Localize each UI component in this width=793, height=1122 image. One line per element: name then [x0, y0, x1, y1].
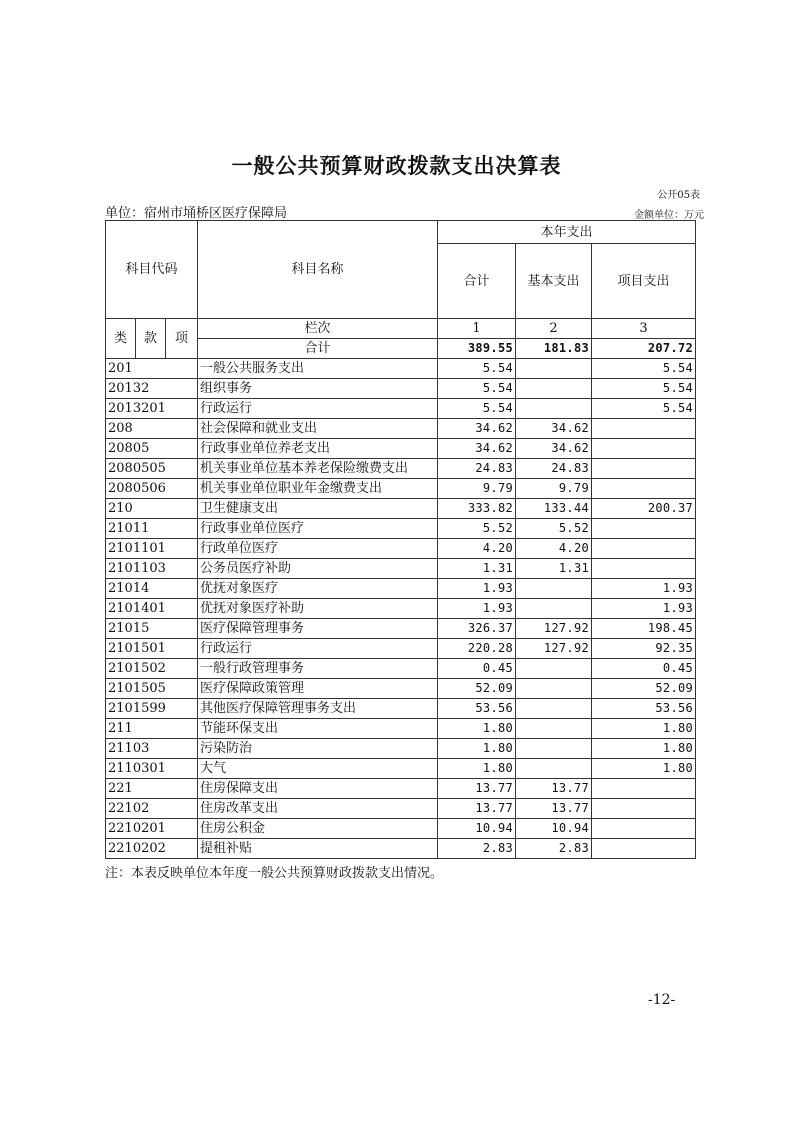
row-name: 优抚对象医疗补助	[198, 599, 438, 619]
row-code: 2101502	[106, 659, 198, 679]
row-basic: 1.31	[516, 559, 592, 579]
row-basic: 133.44	[516, 499, 592, 519]
header-row-1	[106, 221, 696, 244]
row-project: 5.54	[592, 379, 696, 399]
column-index-2: 2	[516, 319, 592, 339]
header-xiang: 项	[166, 319, 198, 359]
row-basic	[516, 759, 592, 779]
row-project: 198.45	[592, 619, 696, 639]
row-name: 提租补贴	[198, 839, 438, 859]
table-row	[106, 459, 696, 479]
row-project: 1.80	[592, 759, 696, 779]
table-row	[106, 679, 696, 699]
row-name: 医疗保障管理事务	[198, 619, 438, 639]
table-row	[106, 699, 696, 719]
unit-label: 单位：宿州市埇桥区医疗保障局	[105, 206, 288, 221]
row-total: 220.28	[438, 639, 516, 659]
money-unit-label: 金额单位：万元	[634, 210, 704, 221]
row-total: 24.83	[438, 459, 516, 479]
row-basic	[516, 599, 592, 619]
row-basic	[516, 579, 592, 599]
row-basic: 13.77	[516, 799, 592, 819]
row-total: 1.93	[438, 599, 516, 619]
table-row	[106, 399, 696, 419]
row-code: 210	[106, 499, 198, 519]
table-row	[106, 639, 696, 659]
row-basic: 24.83	[516, 459, 592, 479]
row-code: 2101505	[106, 679, 198, 699]
row-project	[592, 559, 696, 579]
sum-project: 207.72	[592, 339, 696, 359]
row-total: 5.52	[438, 519, 516, 539]
table-row	[106, 479, 696, 499]
row-total: 52.09	[438, 679, 516, 699]
row-total: 13.77	[438, 799, 516, 819]
row-total: 53.56	[438, 699, 516, 719]
row-name: 一般行政管理事务	[198, 659, 438, 679]
form-number: 公开05表	[657, 190, 700, 201]
row-project: 5.54	[592, 359, 696, 379]
row-name: 行政事业单位养老支出	[198, 439, 438, 459]
table-row	[106, 379, 696, 399]
row-code: 2101101	[106, 539, 198, 559]
row-basic: 10.94	[516, 819, 592, 839]
row-total: 1.93	[438, 579, 516, 599]
table-row	[106, 499, 696, 519]
table-row	[106, 659, 696, 679]
row-name: 机关事业单位基本养老保险缴费支出	[198, 459, 438, 479]
row-total: 326.37	[438, 619, 516, 639]
table-row	[106, 539, 696, 559]
expenditure-table	[105, 220, 696, 859]
row-name: 污染防治	[198, 739, 438, 759]
header-lei: 类	[106, 319, 136, 359]
row-basic: 2.83	[516, 839, 592, 859]
row-name: 住房保障支出	[198, 779, 438, 799]
row-name: 行政运行	[198, 399, 438, 419]
row-project: 0.45	[592, 659, 696, 679]
row-name: 其他医疗保障管理事务支出	[198, 699, 438, 719]
row-project: 1.93	[592, 579, 696, 599]
row-project	[592, 519, 696, 539]
row-basic	[516, 359, 592, 379]
row-code: 2110301	[106, 759, 198, 779]
row-code: 2210201	[106, 819, 198, 839]
row-basic: 127.92	[516, 639, 592, 659]
header-year-expense: 本年支出	[438, 221, 696, 244]
row-code: 2013201	[106, 399, 198, 419]
row-total: 5.54	[438, 379, 516, 399]
row-name: 住房改革支出	[198, 799, 438, 819]
row-code: 221	[106, 779, 198, 799]
row-total: 1.80	[438, 759, 516, 779]
row-project	[592, 439, 696, 459]
row-code: 21014	[106, 579, 198, 599]
row-project: 1.93	[592, 599, 696, 619]
row-total: 34.62	[438, 419, 516, 439]
row-basic	[516, 739, 592, 759]
table-row	[106, 559, 696, 579]
row-name: 医疗保障政策管理	[198, 679, 438, 699]
row-name: 优抚对象医疗	[198, 579, 438, 599]
header-total: 合计	[438, 244, 516, 319]
row-project	[592, 839, 696, 859]
row-name: 住房公积金	[198, 819, 438, 839]
row-basic: 5.52	[516, 519, 592, 539]
row-code: 21011	[106, 519, 198, 539]
row-basic: 34.62	[516, 439, 592, 459]
table-row	[106, 839, 696, 859]
table-row	[106, 439, 696, 459]
row-name: 一般公共服务支出	[198, 359, 438, 379]
row-total: 5.54	[438, 359, 516, 379]
row-name: 机关事业单位职业年金缴费支出	[198, 479, 438, 499]
row-name: 行政运行	[198, 639, 438, 659]
table-row	[106, 719, 696, 739]
row-basic: 13.77	[516, 779, 592, 799]
row-project	[592, 799, 696, 819]
row-name: 行政单位医疗	[198, 539, 438, 559]
table-row	[106, 419, 696, 439]
row-project: 1.80	[592, 719, 696, 739]
row-basic: 4.20	[516, 539, 592, 559]
column-index-1: 1	[438, 319, 516, 339]
row-project	[592, 819, 696, 839]
row-code: 2210202	[106, 839, 198, 859]
row-basic: 9.79	[516, 479, 592, 499]
row-name: 社会保障和就业支出	[198, 419, 438, 439]
row-basic: 127.92	[516, 619, 592, 639]
header-name: 科目名称	[198, 221, 438, 319]
table-row	[106, 779, 696, 799]
row-project	[592, 479, 696, 499]
row-total: 1.80	[438, 719, 516, 739]
header-code: 科目代码	[106, 221, 198, 319]
row-project: 200.37	[592, 499, 696, 519]
row-code: 20805	[106, 439, 198, 459]
row-code: 20132	[106, 379, 198, 399]
row-total: 1.31	[438, 559, 516, 579]
row-project	[592, 539, 696, 559]
row-total: 5.54	[438, 399, 516, 419]
row-basic	[516, 379, 592, 399]
row-name: 大气	[198, 759, 438, 779]
header-basic: 基本支出	[516, 244, 592, 319]
header-project: 项目支出	[592, 244, 696, 319]
row-basic	[516, 699, 592, 719]
table-row	[106, 739, 696, 759]
footnote: 注：本表反映单位本年度一般公共预算财政拨款支出情况。	[105, 866, 444, 881]
row-basic	[516, 659, 592, 679]
header-kuan: 款	[136, 319, 166, 359]
row-total: 4.20	[438, 539, 516, 559]
sum-label: 合计	[198, 339, 438, 359]
row-code: 2080506	[106, 479, 198, 499]
row-total: 0.45	[438, 659, 516, 679]
table-row	[106, 759, 696, 779]
column-index-3: 3	[592, 319, 696, 339]
row-code: 208	[106, 419, 198, 439]
table-row	[106, 819, 696, 839]
row-project	[592, 459, 696, 479]
table-row	[106, 579, 696, 599]
row-project: 92.35	[592, 639, 696, 659]
row-code: 2101501	[106, 639, 198, 659]
row-basic	[516, 719, 592, 739]
row-name: 节能环保支出	[198, 719, 438, 739]
page-number: -12-	[648, 992, 676, 1008]
row-project: 1.80	[592, 739, 696, 759]
row-code: 201	[106, 359, 198, 379]
row-code: 21015	[106, 619, 198, 639]
row-total: 2.83	[438, 839, 516, 859]
row-code: 2101103	[106, 559, 198, 579]
row-total: 13.77	[438, 779, 516, 799]
sum-basic: 181.83	[516, 339, 592, 359]
table-row	[106, 519, 696, 539]
row-code: 2101599	[106, 699, 198, 719]
row-total: 34.62	[438, 439, 516, 459]
row-basic	[516, 399, 592, 419]
row-project	[592, 419, 696, 439]
row-basic: 34.62	[516, 419, 592, 439]
row-total: 333.82	[438, 499, 516, 519]
row-total: 9.79	[438, 479, 516, 499]
row-code: 211	[106, 719, 198, 739]
row-project: 5.54	[592, 399, 696, 419]
column-index-label: 栏次	[198, 319, 438, 339]
row-code: 2101401	[106, 599, 198, 619]
header-row-3	[106, 319, 696, 339]
row-name: 行政事业单位医疗	[198, 519, 438, 539]
row-name: 卫生健康支出	[198, 499, 438, 519]
row-project: 52.09	[592, 679, 696, 699]
sum-total: 389.55	[438, 339, 516, 359]
row-total: 1.80	[438, 739, 516, 759]
row-code: 2080505	[106, 459, 198, 479]
table-row	[106, 359, 696, 379]
page-title: 一般公共预算财政拨款支出决算表	[231, 154, 562, 178]
row-basic	[516, 679, 592, 699]
row-name: 组织事务	[198, 379, 438, 399]
row-code: 21103	[106, 739, 198, 759]
row-code: 22102	[106, 799, 198, 819]
table-row	[106, 799, 696, 819]
row-project	[592, 779, 696, 799]
row-project: 53.56	[592, 699, 696, 719]
table-row	[106, 599, 696, 619]
table-row	[106, 619, 696, 639]
row-name: 公务员医疗补助	[198, 559, 438, 579]
row-total: 10.94	[438, 819, 516, 839]
